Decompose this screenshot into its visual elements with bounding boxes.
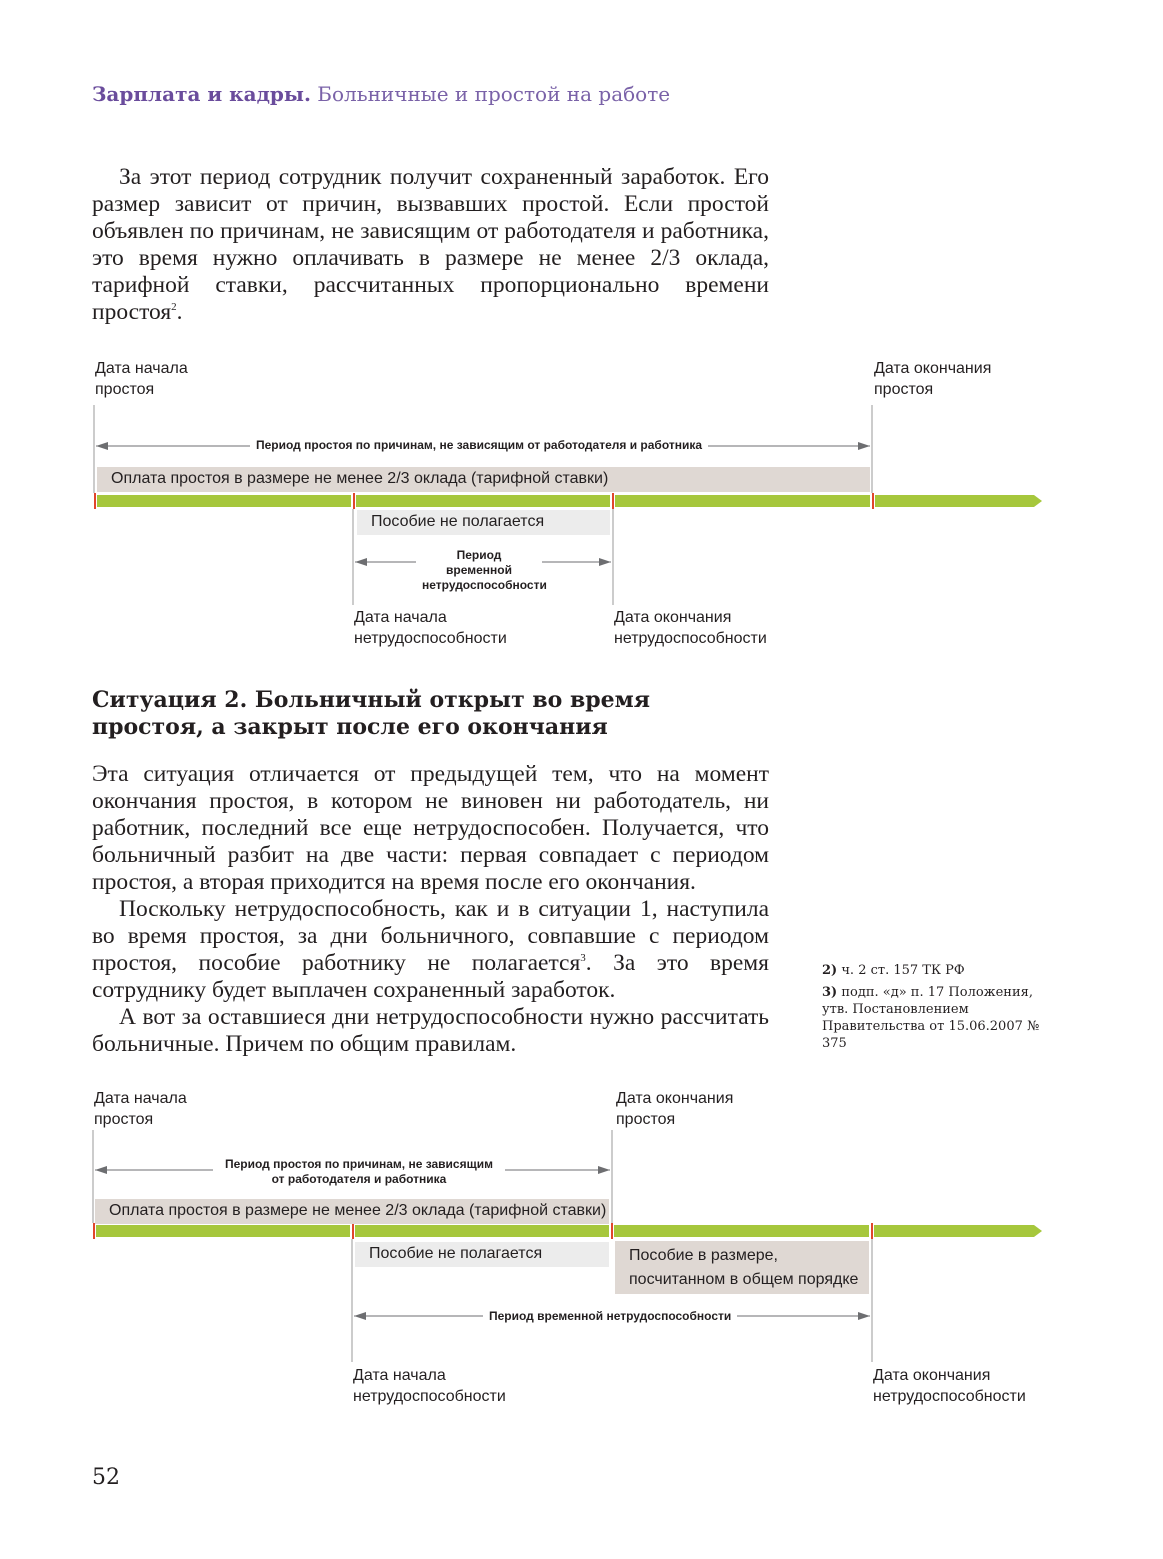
paragraph-1: За этот период сотрудник получит сохраненный заработок. Его размер зависит от причин, вызвавших простой. Если простой объявлен по причинам, не зависящим от работодателя и работника, это время нужно оплачивать в размере не менее 2/3 оклада, тарифной ставки, рассчитанных пропорционально времени простоя$^2$. xyxy=(92,164,769,325)
label-start-sick-2: Дата начала нетрудоспособности xyxy=(353,1367,506,1405)
tick-end-idle xyxy=(872,493,874,509)
paragraph-2: Эта ситуация отличается от предыдущей тем, что на момент окончания простоя, в котором не виновен ни работодатель, ни работник, последний все еще нетрудоспособен. Получается, что больничный разбит на две части: первая совпадает с периодом простоя, а вторая приходится на время после его окончания. xyxy=(92,761,769,895)
no-benefit-box-2: Пособие не полагается xyxy=(355,1242,609,1267)
idle-period-label-2: Период простоя по причинам, не зависящим от работодателя и работника xyxy=(213,1157,505,1187)
paragraph-1-text: За этот период сотрудник получит сохраненный заработок. Его размер зависит от причин, вызвавших простой. Если простой объявлен по причинам, не зависящим от работодателя и работника, это время нужно оплачивать в размере не менее 2/3 оклада, тарифной ставки, рассчитанных пропорционально времени простоя xyxy=(92,164,769,325)
tick-end-idle-2 xyxy=(611,1223,613,1239)
footnote-ref-3: 3 xyxy=(580,952,586,965)
paragraph-3-text-a: Поскольку нетрудоспособность, как и в ситуации 1, наступила во время простоя, за дни больничного, совпавшие с периодом простоя, пособие работнику не полагается xyxy=(92,896,769,976)
tick-end-sick xyxy=(612,493,614,509)
timeline-arrowhead xyxy=(1034,495,1042,507)
tick-start-sick-2 xyxy=(352,1223,354,1239)
paragraph-4: А вот за оставшиеся дни нетрудоспособности нужно рассчитать больничные. Причем по общим правилам. xyxy=(92,1004,769,1057)
diagram-2 xyxy=(0,1080,1163,1420)
timeline-arrowhead-2 xyxy=(1034,1225,1042,1237)
running-header xyxy=(92,82,670,106)
idle-pay-box: Оплата простоя в размере не менее 2/3 оклада (тарифной ставки) xyxy=(97,467,870,492)
label-start-sick: Дата начала нетрудоспособности xyxy=(354,609,507,647)
header-section: Зарплата и кадры. xyxy=(92,82,311,106)
label-start-idle-2: Дата начала простоя xyxy=(94,1090,187,1128)
header-subsection: Больничные и простой на работе xyxy=(317,82,671,106)
label-end-idle: Дата окончания простоя xyxy=(874,360,992,398)
timeline-bar xyxy=(94,495,1034,507)
sick-period-label: Период временной нетрудоспособности xyxy=(416,548,542,593)
tick-start-sick xyxy=(353,493,355,509)
general-benefit-box: Пособие в размере, посчитанном в общем порядке xyxy=(615,1241,869,1294)
label-end-idle-2: Дата окончания простоя xyxy=(616,1090,734,1128)
paragraph-3-text-b: . За это время сотруднику будет выплачен сохраненный заработок. xyxy=(92,950,769,1003)
paragraph-3 xyxy=(92,896,769,1004)
no-benefit-box: Пособие не полагается xyxy=(357,510,610,535)
diagram-1 xyxy=(0,350,1163,670)
timeline-bar-2 xyxy=(93,1225,1034,1237)
footnote-2: 2) ч. 2 ст. 157 ТК РФ xyxy=(822,963,965,978)
footnote-3: 3) подп. «д» п. 17 Положения, утв. Постановлением Правительства от 15.06.2007 № 375 xyxy=(822,985,1040,1051)
label-start-idle: Дата начала простоя xyxy=(95,360,188,398)
sick-period-label-2: Период временной нетрудоспособности xyxy=(483,1309,737,1324)
footnote-ref-2: 2 xyxy=(171,301,177,314)
tick-start-idle xyxy=(94,493,96,509)
page-number: 52 xyxy=(92,1465,120,1490)
tick-start-idle-2 xyxy=(93,1223,95,1239)
idle-pay-box-2: Оплата простоя в размере не менее 2/3 оклада (тарифной ставки) xyxy=(95,1199,609,1224)
tick-end-sick-2 xyxy=(871,1223,873,1239)
idle-period-label: Период простоя по причинам, не зависящим от работодателя и работника xyxy=(250,438,708,453)
label-end-sick-2: Дата окончания нетрудоспособности xyxy=(873,1367,1026,1405)
section-heading: Ситуация 2. Больничный открыт во время простоя, а закрыт после его окончания xyxy=(92,687,651,740)
label-end-sick: Дата окончания нетрудоспособности xyxy=(614,609,767,647)
